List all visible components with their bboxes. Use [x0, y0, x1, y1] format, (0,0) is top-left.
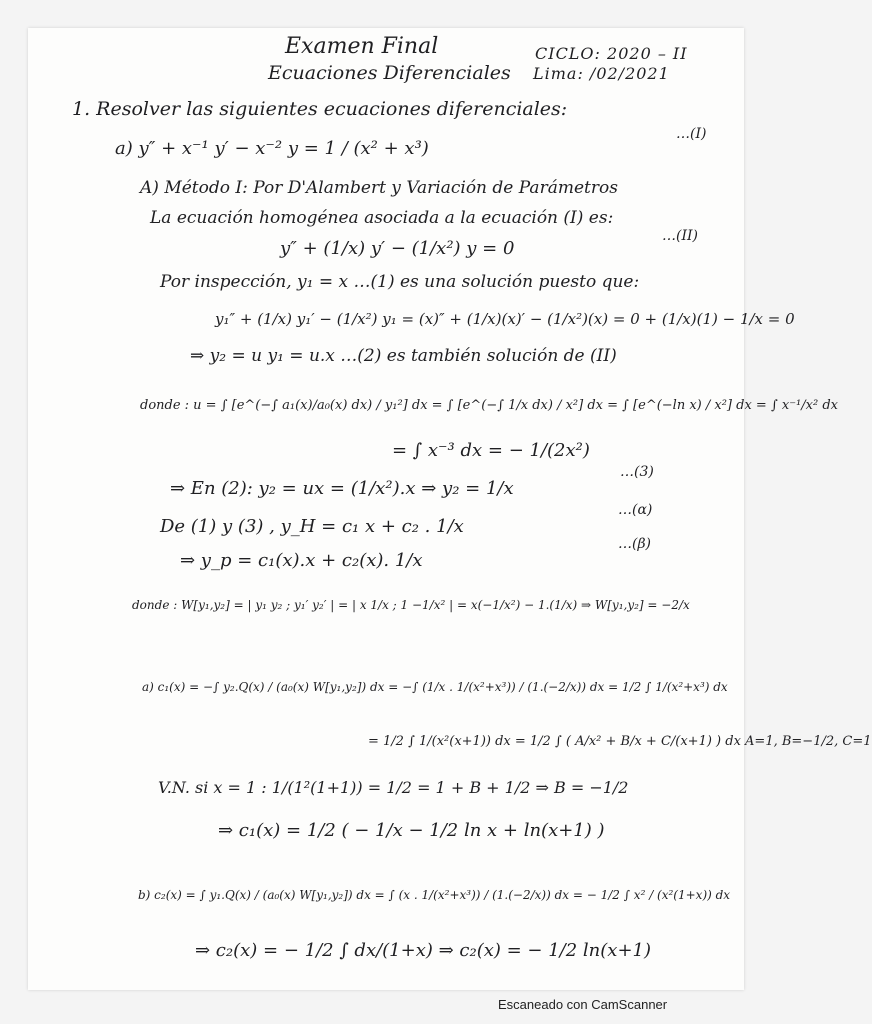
method-heading: A) Método I: Por D'Alambert y Variación de Parámetros	[140, 178, 618, 198]
tag-I: …(I)	[676, 126, 707, 142]
inspection-line: Por inspección, y₁ = x …(1) es una solución puesto que:	[160, 272, 640, 292]
u-result-line: = ∫ x⁻³ dx = − 1/(2x²)	[392, 440, 590, 461]
tag-3: …(3)	[620, 464, 654, 480]
tag-alpha: …(α)	[618, 502, 653, 518]
ciclo-label: CICLO: 2020 – II	[535, 44, 688, 63]
exam-title: Examen Final	[285, 34, 439, 59]
equation-I: a) y″ + x⁻¹ y′ − x⁻² y = 1 / (x² + x³)	[115, 138, 429, 159]
homogeneous-intro: La ecuación homogénea asociada a la ecuación (I) es:	[150, 208, 614, 228]
second-solution-line: ⇒ y₂ = u y₁ = u.x …(2) es también solución de (II)	[190, 346, 617, 366]
c1-result-line: ⇒ c₁(x) = 1/2 ( − 1/x − 1/2 ln x + ln(x+1) )	[218, 820, 605, 841]
u-integral-line: donde : u = ∫ [e^(−∫ a₁(x)/a₀(x) dx) / y₁²] dx = ∫ [e^(−∫ 1/x dx) / x²] dx = ∫ [e^(−ln x) / x²] dx = ∫ x⁻¹/x² dx	[140, 398, 838, 413]
course-title: Ecuaciones Diferenciales	[268, 62, 511, 84]
yp-line: ⇒ y_p = c₁(x).x + c₂(x). 1/x	[180, 550, 423, 571]
yh-line: De (1) y (3) , y_H = c₁ x + c₂ . 1/x	[160, 516, 464, 537]
c2-integral-line: b) c₂(x) = ∫ y₁.Q(x) / (a₀(x) W[y₁,y₂]) dx = ∫ (x . 1/(x²+x³)) / (1.(−2/x)) dx = − 1/2 ∫ x² / (x²(1+x)) dx	[138, 888, 731, 902]
c1-integral-line: a) c₁(x) = −∫ y₂.Q(x) / (a₀(x) W[y₁,y₂]) dx = −∫ (1/x . 1/(x²+x³)) / (1.(−2/x)) dx = 1/2 ∫ 1/(x²+x³) dx	[142, 680, 728, 694]
c2-result-line: ⇒ c₂(x) = − 1/2 ∫ dx/(1+x) ⇒ c₂(x) = − 1/2 ln(x+1)	[195, 940, 652, 961]
lima-date: Lima: /02/2021	[533, 64, 670, 83]
wronskian-line: donde : W[y₁,y₂] = | y₁ y₂ ; y₁′ y₂′ | = | x 1/x ; 1 −1/x² | = x(−1/x²) − 1.(1/x) ⇒ W[y₁,y₂] = −2/x	[132, 598, 690, 612]
equation-II: y″ + (1/x) y′ − (1/x²) y = 0	[280, 238, 515, 259]
tag-II: …(II)	[662, 228, 698, 244]
vn-line: V.N. si x = 1 : 1/(1²(1+1)) = 1/2 = 1 + B + 1/2 ⇒ B = −1/2	[158, 778, 629, 797]
tag-beta: …(β)	[618, 536, 652, 552]
problem-statement: 1. Resolver las siguientes ecuaciones diferenciales:	[72, 98, 568, 120]
verification-line: y₁″ + (1/x) y₁′ − (1/x²) y₁ = (x)″ + (1/x)(x)′ − (1/x²)(x) = 0 + (1/x)(1) − 1/x = 0	[215, 310, 795, 328]
y2-line: ⇒ En (2): y₂ = ux = (1/x²).x ⇒ y₂ = 1/x	[170, 478, 514, 499]
partial-fractions-line: = 1/2 ∫ 1/(x²(x+1)) dx = 1/2 ∫ ( A/x² + B/x + C/(x+1) ) dx A=1, B=−1/2, C=1	[368, 734, 872, 749]
camscanner-footer: Escaneado con CamScanner	[498, 997, 668, 1012]
